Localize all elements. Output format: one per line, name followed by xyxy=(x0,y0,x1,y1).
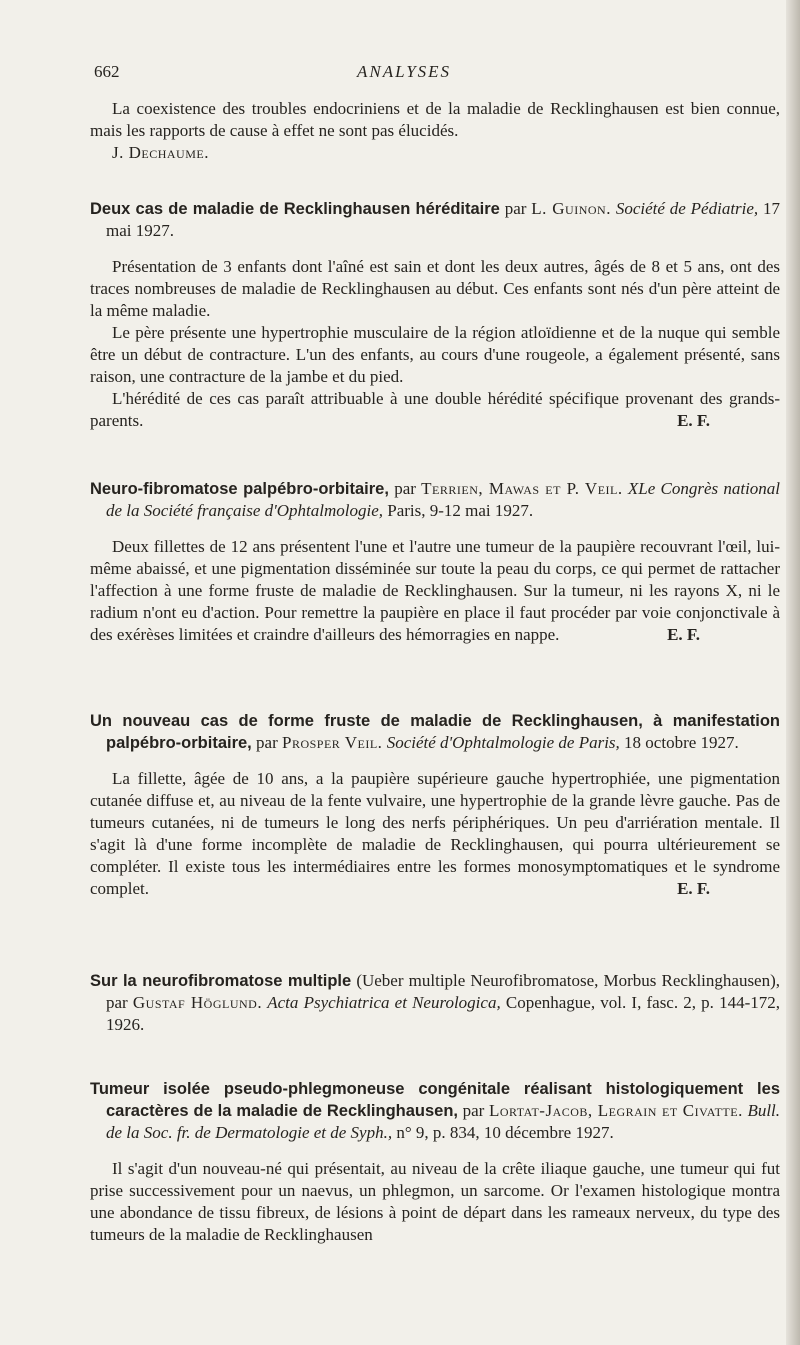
article-1-author: L. Guinon. xyxy=(531,199,611,218)
article-5-authors: Lortat-Jacob, Legrain et Civatte. xyxy=(488,1101,743,1120)
article-3-title: Un nouveau cas de forme fruste de maladie de Recklinghausen, à manifestation palpébro-orbitaire, par Prosper Veil. Société d'Ophtalmologie de Paris, 18 octobre 1927. xyxy=(90,712,780,752)
article-1-title-text: Deux cas de maladie de Recklinghausen héréditaire xyxy=(90,200,500,218)
article-4-author: Gustaf Höglund. xyxy=(132,993,263,1012)
article-3-author: Prosper Veil. xyxy=(282,733,383,752)
article-5-paragraph-1: Il s'agit d'un nouveau-né qui présentait, au niveau de la crête iliaque gauche, une tumeur qui fut prise successivement pour un naevus, un phlegmon, un sarcome. Or l'examen histologique montra une abondance de tissu fibreux, de lésions à point de départ dans les rameaux nerveux, du type des tumeurs de la maladie de Recklinghausen xyxy=(90,1159,780,1244)
article-1-paragraph-1: Présentation de 3 enfants dont l'aîné est sain et dont les deux autres, âgés de 8 et 5 ans, ont des traces nombreuses de maladie de Recklinghausen au début. Ces enfants sont nés d'un père atteint de la même maladie. xyxy=(90,257,780,320)
article-2-signature: E. F. xyxy=(667,625,700,644)
article-5 xyxy=(90,1078,780,1246)
article-3-signature: E. F. xyxy=(677,879,710,898)
running-head: ANALYSES xyxy=(356,62,452,81)
article-2-title: Neuro-fibromatose palpébro-orbitaire, par Terrien, Mawas et P. Veil. XLe Congrès national de la Société française d'Ophtalmologie, Paris, 9-12 mai 1927. xyxy=(90,479,781,520)
page-number: 662 xyxy=(94,62,120,81)
article-2-authors: Terrien, Mawas et P. Veil. xyxy=(421,479,623,498)
page-edge-shadow xyxy=(786,0,800,1345)
article-5-title-text: Tumeur isolée pseudo-phlegmoneuse congénitale réalisant histologiquement les caractères de la maladie de Recklinghausen, xyxy=(90,1080,780,1120)
article-3-date: 18 octobre 1927. xyxy=(624,733,739,752)
article-5-details: n° 9, p. 834, 10 décembre 1927. xyxy=(396,1123,614,1142)
article-4-title-text: Sur la neurofibromatose multiple xyxy=(90,972,352,990)
article-2-date: Paris, 9-12 mai 1927. xyxy=(387,501,534,520)
intro-signature: J. Dechaume. xyxy=(112,143,209,162)
article-2-source: XLe Congrès national de la Société française d'Ophtalmologie, xyxy=(106,479,781,520)
article-5-title: Tumeur isolée pseudo-phlegmoneuse congénitale réalisant histologiquement les caractères de la maladie de Recklinghausen, par Lortat-Jacob, Legrain et Civatte. Bull. de la Soc. fr. de Dermatologie et de Syph., n° 9, p. 834, 10 décembre 1927. xyxy=(90,1080,781,1142)
article-4-source: Acta Psychiatrica et Neurologica, xyxy=(267,993,501,1012)
article-1-paragraph-2: Le père présente une hypertrophie musculaire de la région atloïdienne et de la nuque qui semble être un début de contracture. L'un des enfants, au cours d'une rougeole, a également présenté, sans raison, une contracture de la jambe et du pied. xyxy=(90,323,780,386)
article-3-paragraph-1: La fillette, âgée de 10 ans, a la paupière supérieure gauche hypertrophiée, une pigmentation cutanée diffuse et, au niveau de la fente vulvaire, une hypertrophie de la grande lèvre gauche. Pas de tumeurs cutanées, ni de tumeurs le long des nerfs périphériques. Un peu d'arriération mentale. Il s'agit là d'une forme incomplète de maladie de Recklinghausen, qui pourra ultérieurement se compléter. Il existe tous les intermédiaires entre les formes monosymptomatiques et le syndrome complet. E. F. xyxy=(90,769,780,898)
intro-paragraph: La coexistence des troubles endocriniens et de la maladie de Recklinghausen est bien connue, mais les rapports de cause à effet ne sont pas élucidés. xyxy=(90,99,780,140)
intro-section xyxy=(90,98,780,164)
article-5-source: Bull. de la Soc. fr. de Dermatologie et de Syph., xyxy=(106,1101,781,1142)
article-1-paragraph-3: L'hérédité de ces cas paraît attribuable à une double hérédité spécifique provenant des grands-parents. E. F. xyxy=(90,389,780,430)
article-2 xyxy=(90,478,780,646)
article-2-title-text: Neuro-fibromatose palpébro-orbitaire, xyxy=(90,480,389,498)
article-1-signature: E. F. xyxy=(677,411,710,430)
article-1-date: 17 mai 1927. xyxy=(106,199,781,240)
article-2-paragraph-1: Deux fillettes de 12 ans présentent l'une et l'autre une tumeur de la paupière recouvrant l'œil, lui-même abaissé, et une pigmentation disséminée sur toute la peau du corps, ce qui permet de rattacher l'affection à une forme fruste de maladie de Recklinghausen. Sur la tumeur, ni les rayons X, ni le radium n'ont eu d'action. Pour remettre la paupière en place il faut procéder par voie conjonctivale à des exérèses limitées et craindre d'ailleurs des hémorragies en nappe. E. F. xyxy=(90,537,780,644)
article-1-source: Société de Pédiatrie, xyxy=(615,199,759,218)
article-4-subtitle: (Ueber multiple Neurofibromatose, Morbus Recklinghausen), xyxy=(356,971,781,990)
article-1-title: Deux cas de maladie de Recklinghausen héréditaire par L. Guinon. Société de Pédiatrie, 17 mai 1927. xyxy=(90,199,781,240)
article-3-source: Société d'Ophtalmologie de Paris, xyxy=(386,733,620,752)
article-3 xyxy=(90,710,780,900)
article-4-title: Sur la neurofibromatose multiple (Ueber multiple Neurofibromatose, Morbus Recklinghausen), par Gustaf Höglund. Acta Psychiatrica et Neurologica, Copenhague, vol. I, fasc. 2, p. 144-172, 1926. xyxy=(90,971,781,1034)
article-4 xyxy=(90,970,780,1036)
article-3-title-text: Un nouveau cas de forme fruste de maladie de Recklinghausen, à manifestation palpébro-orbitaire, xyxy=(90,712,780,752)
article-4-details: Copenhague, vol. I, fasc. 2, p. 144-172, 1926. xyxy=(106,993,781,1034)
article-1 xyxy=(90,198,780,432)
